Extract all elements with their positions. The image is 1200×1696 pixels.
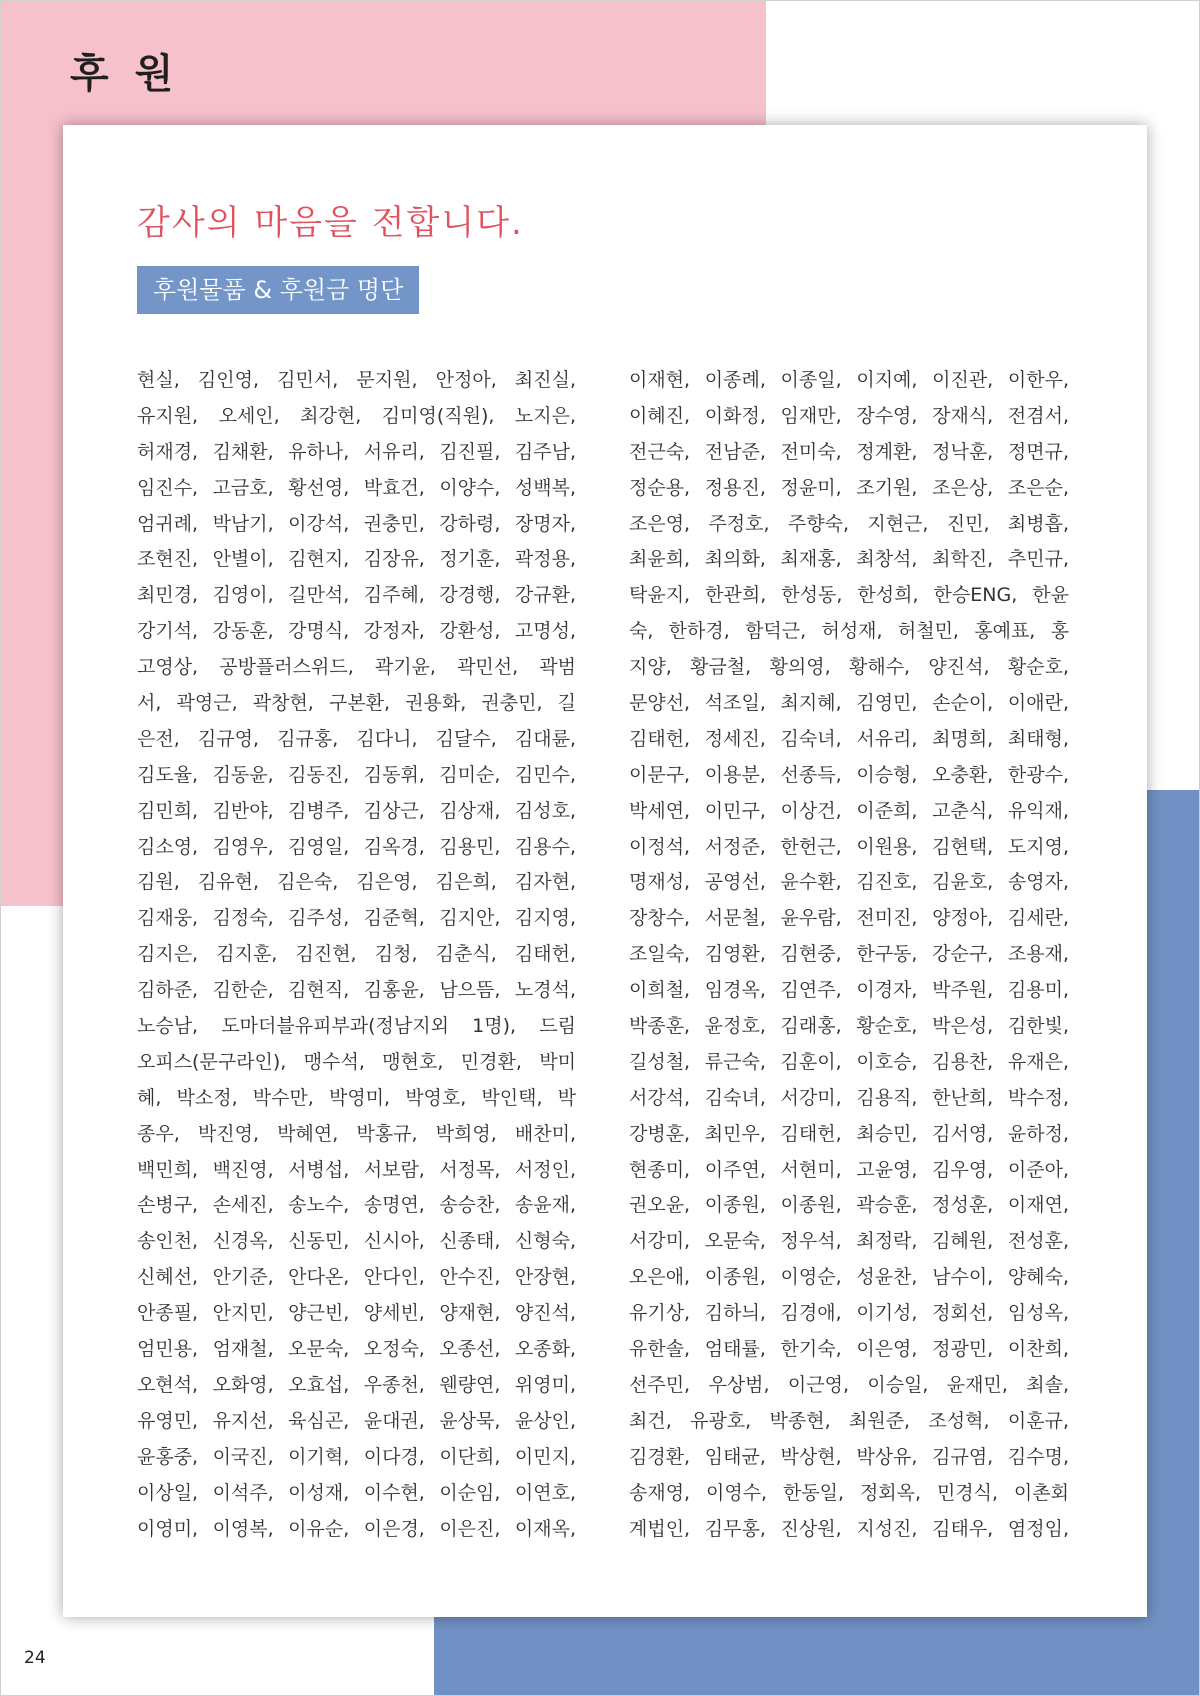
donor-list-line: 선주민, 우상범, 이근영, 이승일, 윤재민, 최솔, xyxy=(629,1373,1069,1396)
donor-list-line: 이상일, 이석주, 이성재, 이수현, 이순임, 이연호, xyxy=(137,1481,576,1504)
donor-list-line: 명재성, 공영선, 윤수환, 김진호, 김윤호, 송영자, xyxy=(629,871,1069,894)
donor-list-line: 임진수, 고금호, 황선영, 박효건, 이양수, 성백복, xyxy=(137,476,576,499)
donor-list-left-column xyxy=(137,363,576,1547)
donor-list-line: 김민희, 김반야, 김병주, 김상근, 김상재, 김성호, xyxy=(137,799,576,822)
donor-list-line: 노승남, 도마더블유피부과(정남지외 1명), 드림 xyxy=(137,1015,576,1038)
donor-list-line: 엄민용, 엄재철, 오문숙, 오정숙, 오종선, 오종화, xyxy=(137,1338,576,1361)
donor-list-line: 조일숙, 김영환, 김현중, 한구동, 강순구, 조용재, xyxy=(629,943,1069,966)
donor-list-line: 이재현, 이종례, 이종일, 이지예, 이진관, 이한우, xyxy=(629,369,1069,391)
donor-list-line: 박세연, 이민구, 이상건, 이준희, 고춘식, 유익재, xyxy=(629,799,1069,822)
donor-list-line: 신혜선, 안기준, 안다온, 안다인, 안수진, 안장현, xyxy=(137,1266,576,1289)
donor-list-line: 문양선, 석조일, 최지혜, 김영민, 손순이, 이애란, xyxy=(629,692,1069,715)
donor-list-line: 정순용, 정용진, 정윤미, 조기원, 조은상, 조은순, xyxy=(629,476,1069,499)
section-title: 후 원 xyxy=(70,51,180,97)
donor-list-line: 유영민, 유지선, 육심곤, 윤대권, 윤상묵, 윤상인, xyxy=(137,1409,576,1432)
donor-list-line: 이문구, 이용분, 선종득, 이승형, 오충환, 한광수, xyxy=(629,763,1069,786)
donor-list-line: 최건, 유광호, 박종현, 최원준, 조성혁, 이훈규, xyxy=(629,1409,1069,1432)
donor-list-line: 허재경, 김채환, 유하나, 서유리, 김진필, 김주남, xyxy=(137,440,576,463)
donor-list-label: 후원물품 & 후원금 명단 xyxy=(137,266,419,314)
donor-list-line: 서, 곽영근, 곽창현, 구본환, 권용화, 권충민, 길 xyxy=(137,692,576,715)
donor-list-line: 숙, 한하경, 함덕근, 허성재, 허철민, 홍예표, 홍 xyxy=(629,620,1069,643)
donor-list-line: 은전, 김규영, 김규홍, 김다니, 김달수, 김대륜, xyxy=(137,727,576,750)
donor-list-line: 이희철, 임경옥, 김연주, 이경자, 박주원, 김용미, xyxy=(629,979,1069,1002)
donor-list-line: 최윤희, 최의화, 최재홍, 최창석, 최학진, 추민규, xyxy=(629,548,1069,571)
donor-list-line: 서강미, 오문숙, 정우석, 최정락, 김혜원, 전성훈, xyxy=(629,1230,1069,1253)
donor-list-line: 조현진, 안별이, 김현지, 김장유, 정기훈, 곽정용, xyxy=(137,548,576,571)
donor-list-line: 유한솔, 엄태률, 한기숙, 이은영, 정광민, 이찬희, xyxy=(629,1338,1069,1361)
donor-list-line: 김태헌, 정세진, 김숙녀, 서유리, 최명희, 최태형, xyxy=(629,727,1069,750)
page-number: 24 xyxy=(24,1648,46,1668)
thank-you-heading: 감사의 마음을 전합니다. xyxy=(137,203,524,243)
donor-list-line: 김경환, 임태균, 박상현, 박상유, 김규염, 김수명, xyxy=(629,1445,1069,1468)
donor-list-line: 송인천, 신경옥, 신동민, 신시아, 신종태, 신형숙, xyxy=(137,1230,576,1253)
donor-list-line: 김도율, 김동윤, 김동진, 김동휘, 김미순, 김민수, xyxy=(137,763,576,786)
donor-list-line: 혜, 박소정, 박수만, 박영미, 박영호, 박인택, 박 xyxy=(137,1086,576,1109)
donor-list-line: 엄귀례, 박남기, 이강석, 권충민, 강하령, 장명자, xyxy=(137,512,576,535)
donor-list-line: 유지원, 오세인, 최강현, 김미영(직원), 노지은, xyxy=(137,404,576,427)
donor-list-line: 최민경, 김영이, 길만석, 김주혜, 강경행, 강규환, xyxy=(137,584,576,607)
donor-list-line: 김원, 김유현, 김은숙, 김은영, 김은희, 김자현, xyxy=(137,871,576,894)
donor-list-line: 고영상, 공방플러스위드, 곽기윤, 곽민선, 곽범 xyxy=(137,656,576,679)
donor-list-line: 김지은, 김지훈, 김진현, 김청, 김춘식, 김태헌, xyxy=(137,943,576,966)
donor-list-line: 강병훈, 최민우, 김태헌, 최승민, 김서영, 윤하정, xyxy=(629,1122,1069,1145)
donor-list-right-column xyxy=(629,363,1069,1547)
donor-list-line: 장창수, 서문철, 윤우람, 전미진, 양정아, 김세란, xyxy=(629,907,1069,930)
donor-list-line: 계법인, 김무홍, 진상원, 지성진, 김태우, 염정임, xyxy=(629,1517,1069,1540)
donor-list-line: 이정석, 서정준, 한헌근, 이원용, 김현택, 도지영, xyxy=(629,835,1069,858)
donor-list-line: 권오윤, 이종원, 이종원, 곽승훈, 정성훈, 이재연, xyxy=(629,1194,1069,1217)
donor-list-line: 김하준, 김한순, 김현직, 김홍윤, 남으뜸, 노경석, xyxy=(137,979,576,1002)
donor-list-line: 박종훈, 윤정호, 김래홍, 황순호, 박은성, 김한빛, xyxy=(629,1015,1069,1038)
donor-list-line: 김소영, 김영우, 김영일, 김옥경, 김용민, 김용수, xyxy=(137,835,576,858)
donor-list-line: 강기석, 강동훈, 강명식, 강정자, 강환성, 고명성, xyxy=(137,620,576,643)
donor-list-line: 이영미, 이영복, 이유순, 이은경, 이은진, 이재옥, xyxy=(137,1517,576,1540)
donor-list-line: 서강석, 김숙녀, 서강미, 김용직, 한난희, 박수정, xyxy=(629,1086,1069,1109)
donor-list-line: 오은애, 이종원, 이영순, 성윤찬, 남수이, 양혜숙, xyxy=(629,1266,1069,1289)
donor-list-line: 오피스(문구라인), 맹수석, 맹현호, 민경환, 박미 xyxy=(137,1050,576,1073)
donor-list-line: 유기상, 김하늬, 김경애, 이기성, 정회선, 임성옥, xyxy=(629,1302,1069,1325)
donor-list-line: 백민희, 백진영, 서병섭, 서보람, 서정목, 서정인, xyxy=(137,1158,576,1181)
donor-list-line: 손병구, 손세진, 송노수, 송명연, 송승찬, 송윤재, xyxy=(137,1194,576,1217)
donor-list-line: 길성철, 류근숙, 김훈이, 이호승, 김용찬, 유재은, xyxy=(629,1050,1069,1073)
donor-list-line: 조은영, 주정호, 주향숙, 지현근, 진민, 최병흡, xyxy=(629,512,1069,535)
donor-list-card xyxy=(63,125,1147,1617)
donor-list-line: 김재웅, 김정숙, 김주성, 김준혁, 김지안, 김지영, xyxy=(137,907,576,930)
donor-list-line: 탁윤지, 한관희, 한성동, 한성희, 한승ENG, 한윤 xyxy=(629,584,1069,607)
donor-list-line: 지양, 황금철, 황의영, 황해수, 양진석, 황순호, xyxy=(629,656,1069,679)
donor-list-line: 안종필, 안지민, 양근빈, 양세빈, 양재현, 양진석, xyxy=(137,1302,576,1325)
donor-list-line: 전근숙, 전남준, 전미숙, 정계환, 정낙훈, 정면규, xyxy=(629,440,1069,463)
donor-list-line: 오현석, 오화영, 오효섭, 우종천, 웬량연, 위영미, xyxy=(137,1373,576,1396)
donor-list-line: 이혜진, 이화정, 임재만, 장수영, 장재식, 전겸서, xyxy=(629,404,1069,427)
donor-list-line: 현종미, 이주연, 서현미, 고윤영, 김우영, 이준아, xyxy=(629,1158,1069,1181)
donor-list-line: 송재영, 이영수, 한동일, 정회옥, 민경식, 이촌회 xyxy=(629,1481,1069,1504)
donor-list-line: 현실, 김인영, 김민서, 문지원, 안정아, 최진실, xyxy=(137,369,576,391)
donor-list-line: 종우, 박진영, 박혜연, 박홍규, 박희영, 배찬미, xyxy=(137,1122,576,1145)
donor-list-line: 윤홍중, 이국진, 이기혁, 이다경, 이단희, 이민지, xyxy=(137,1445,576,1468)
